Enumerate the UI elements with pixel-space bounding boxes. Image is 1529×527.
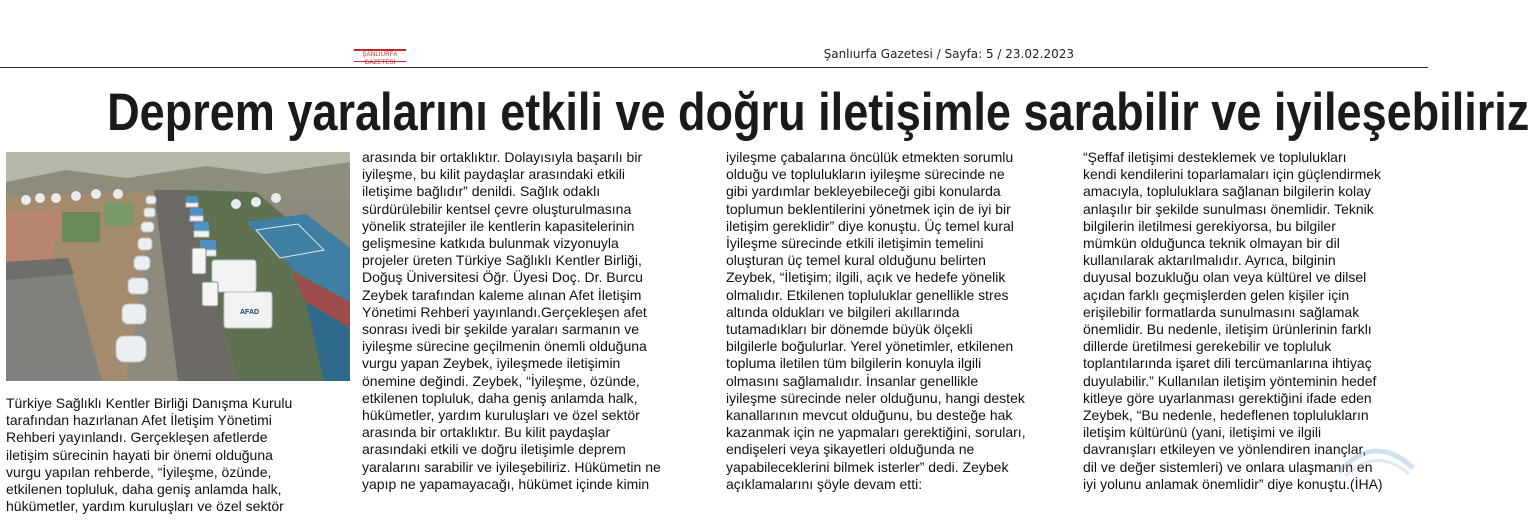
header-divider (0, 67, 1428, 68)
article-text-line: İyileşme sürecinde etkili iletişimin temelini (726, 235, 984, 252)
article-column-3 (726, 149, 1076, 527)
article-text-line: tarafından hazırlanan Afet İletişim Yönetimi (6, 412, 272, 429)
article-text-line: sürdürülebilir kentsel çevre oluşturulmasına (362, 200, 632, 217)
article-text-line: Yönetimi Rehberi yayınlandı.Gerçekleşen afet (362, 303, 647, 320)
article-text-line: yaralarını sarabilir ve iyileşebiliriz. Hükümetin ne (362, 458, 661, 475)
article-text-line: bilgilerle boğulurlar. Yerel yönetimler, etkilenen (726, 338, 1014, 355)
article-text-line: toplantılarında işaret dili tercümanlarına ihtiyaç (1083, 355, 1372, 372)
article-text-line: hükümetler, yardım kuruluşları ve özel sektör (6, 498, 284, 515)
article-text-line: açıdan farklı geçmişlerden gelen kişiler için (1083, 286, 1350, 303)
article-text-line: duyusal bozukluğu olan veya kültürel ve dilsel (1083, 269, 1367, 286)
page-source-line: Şanlıurfa Gazetesi / Sayfa: 5 / 23.02.2023 (823, 47, 1074, 61)
article-text-line: Zeybek, “İletişim; ilgili, açık ve hedefe yönelik (726, 269, 1006, 286)
article-text-line: sonrası ivedi bir şekilde yaraları sarmanın ve (362, 321, 640, 338)
article-text-line: kendi kendilerini toparlamaları için güçlendirmek (1083, 166, 1382, 183)
article-text-line: iyi yolunu anlamak önemlidir” diye konuştu.(İHA) (1083, 475, 1383, 492)
article-text-line: vurgu yapılan rehberde, “İyileşme, özünde, (6, 463, 272, 480)
article-text-line: Türkiye Sağlıklı Kentler Birliği Danışma Kurulu (6, 395, 293, 411)
article-text-line: kullanılarak aktarılmalıdır. Ayrıca, bilginin (1083, 252, 1336, 269)
article-text-line: kanallarının mevcut olduğunu, bu desteğe hak (726, 407, 1013, 424)
article-text-line: bilgilerin iletilmesi gerekiyorsa, bu bilgiler (1083, 217, 1336, 234)
article-column-4 (1083, 149, 1428, 527)
article-text-line: arasındaki etkili ve doğru iletişimle deprem (362, 441, 626, 458)
article-text-line: anlaşılır bir şekilde sunulması önemlidir. Teknik (1083, 200, 1374, 217)
article-text-line: iyileşme sürecine geçilmenin önemli olduğuna (362, 338, 647, 355)
article-text-line: yapabileceklerini bilmek isterler” dedi. Zeybek (726, 458, 1009, 475)
article-text-line: toplumun beklentilerini yönetmek için de iyi bir (726, 200, 1011, 217)
article-text-line: arasında bir ortaklıktır. Bu kilit paydaşlar (362, 424, 611, 441)
article-text-line: iyileşme, bu kilit paydaşlar arasındaki etkili (362, 166, 625, 183)
article-text-line: Doğuş Üniversitesi Öğr. Üyesi Doç. Dr. Burcu (362, 269, 643, 286)
article-text-line: gelişmesine katkıda bulunmak vizyonuyla (362, 235, 619, 252)
article-text-line: açıklamalarını şöyle devam etti: (726, 475, 923, 492)
article-text-line: endişeleri veya şikayetleri olduğunda ne (726, 441, 975, 458)
article-text-line: tutamadıkları bir dönemde büyük ölçekli (726, 321, 973, 338)
article-text-line: topluma iletilen tüm bilgilerin konuyla ilgili (726, 355, 982, 372)
article-text-line: yapıp ne yapamayacağı, hükümet içinde kimin (362, 475, 650, 492)
article-text-line: etkilenen topluluk, daha geniş anlamda halk, (6, 481, 282, 498)
article-text-line: vurgu yapan Zeybek, iyileşmede iletişimin (362, 355, 621, 372)
article-text-line: davranışları etkileyen ve yönlendiren inançlar, (1083, 441, 1367, 458)
article-text-line: Zeybek tarafından kaleme alınan Afet İletişim (362, 286, 642, 303)
article-text-line: Rehberi yayınlandı. Gerçekleşen afetlerde (6, 429, 268, 446)
article-text-line: iletişim kültürünü (yani, iletişimi ve ilgili (1083, 424, 1322, 441)
article-photo (6, 152, 350, 381)
article-text-line: altında oldukları ve bilgileri akıllarında (726, 303, 960, 320)
article-text-line: dil ve değer sistemleri) ve onlara ulaşmanın en (1083, 458, 1373, 475)
article-text-line: iletişime bağlıdır” denildi. Sağlık odaklı (362, 183, 601, 200)
article-text-line: yönelik stratejiler ile kentlerin kapasitelerinin (362, 217, 635, 234)
article-text-line: olmasını sağlamalıdır. İnsanlar genellikle (726, 372, 979, 389)
article-text-line: iletişim sürecinin hayati bir önemi olduğuna (6, 446, 273, 463)
article-text-line: hükümetler, yardım kuruluşları ve özel sektör (362, 407, 640, 424)
article-text-line: olduğu ve toplulukların iyileşme sürecinde ne (726, 166, 1005, 183)
article-text-line: amacıyla, topluluklara sağlanan bilgilerin kolay (1083, 183, 1371, 200)
article-text-line: projeler üreten Türkiye Sağlıklı Kentler Birliği, (362, 252, 642, 269)
article-text-line: “Şeffaf iletişimi desteklemek ve toplulukları (1083, 149, 1347, 165)
article-column-2 (362, 149, 712, 527)
article-headline: Deprem yaralarını etkili ve doğru iletişimle sarabilir ve iyileşebiliriz (107, 83, 1529, 142)
article-text-line: iyileşme sürecinde neler olduğunu, hangi destek (726, 389, 1025, 406)
article-text-line: iletişim gereklidir” diye konuştu. Üç temel kural (726, 217, 1014, 234)
tent-city-aerial-photo (6, 152, 350, 381)
article-text-line: kazanmak için ne yapmaları gerektiğini, soruları, (726, 424, 1026, 441)
newspaper-logo: ŞANLIURFA GAZETESİ (354, 49, 406, 62)
article-text-line: duyulabilir.” Kullanılan iletişim yönteminin hedef (1083, 372, 1377, 389)
article-column-1 (6, 395, 350, 527)
article-text-line: etkilenen topluluk, daha geniş anlamda halk, (362, 389, 638, 406)
article-text-line: gibi yardımlar bekleyebileceği gibi konularda (726, 183, 1001, 200)
article-text-line: önemlidir. Bu nedenle, iletişim ürünlerinin farklı (1083, 321, 1372, 338)
article-text-line: dillerde üretilmesi gerekebilir ve topluluk (1083, 338, 1332, 355)
article-text-line: olmalıdır. Etkilenen topluluklar genellikle stres (726, 286, 1009, 303)
article-text-line: kitleye göre uyarlanması gerektiğini ifade eden (1083, 389, 1372, 406)
afad-sign: AFAD (240, 309, 260, 316)
article-text-line: oluşturan üç temel kural olduğunu belirten (726, 252, 986, 269)
article-text-line: mümkün olduğunca teknik olmayan bir dil (1083, 235, 1340, 252)
article-text-line: Zeybek, “Bu nedenle, hedeflenen toplulukların (1083, 407, 1369, 424)
article-text-line: iyileşme çabalarına öncülük etmekten sorumlu (726, 149, 1014, 165)
article-text-line: arasında bir ortaklıktır. Dolayısıyla başarılı bir (362, 149, 643, 165)
article-text-line: erişilebilir formatlarda sunulmasını sağlamak (1083, 303, 1360, 320)
article-text-line: önemine değindi. Zeybek, “İyileşme, özünde, (362, 372, 640, 389)
